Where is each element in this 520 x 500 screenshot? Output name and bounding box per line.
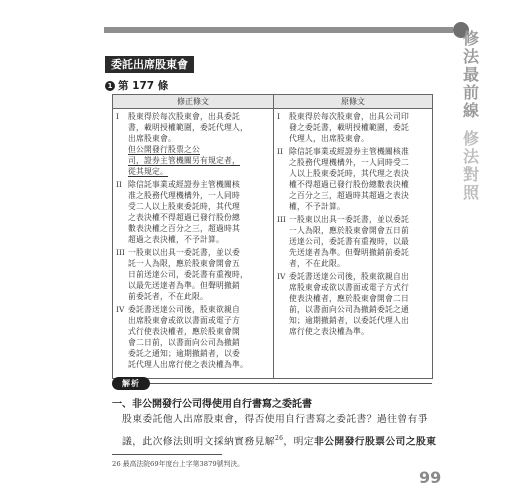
paragraph-number: IV [277, 272, 286, 281]
paragraph-text [289, 111, 409, 144]
text-line: 人以上股東委託時，其代理之表決 [289, 169, 409, 178]
text-line: 席行使之表決權為準。 [289, 327, 369, 336]
text-line: 託代理人出席行使之表決權為準。 [128, 360, 248, 369]
text-line: 權，不予計算。 [289, 202, 345, 211]
text-line: 席股東會或欲以書面或電子方式行 [289, 283, 409, 292]
paragraph-text [128, 247, 248, 302]
paragraph-item [277, 214, 429, 269]
top-decorative-bar [104, 27, 453, 33]
comparison-table [112, 94, 433, 379]
text-line: 除信託事業或經證券主管機關核准 [289, 147, 409, 156]
text-line: 使表決權者，應於股東會開會二日 [289, 294, 409, 303]
side-title-lower: 修法對照 [460, 130, 480, 202]
text-line: 數表決權之百分之三，超過時其 [128, 224, 240, 233]
text-line: 託一人為限，應於股東會開會五 [128, 259, 240, 268]
paragraph-number: III [277, 215, 286, 224]
body-line-1: 股東委託他人出席股東會，得否使用自行書寫之委託書？過往曾有爭 [122, 414, 428, 425]
text-line: 以最先送達者為準。但聲明撤銷 [128, 281, 240, 290]
body-line-2-bold: 非公開發行股票公司之股東 [313, 436, 437, 448]
text-line: 委託書送達公司後，股東欲親自出 [289, 272, 409, 281]
text-line: 超過之表決權，不予計算。 [128, 235, 224, 244]
text-line: 股東得於每次股東會，出具公司印 [289, 112, 409, 121]
footnote-ref: 26 [274, 435, 284, 442]
footnote-rule [112, 454, 222, 455]
paragraph-item [116, 304, 270, 370]
subheading: 一、非公開發行公司得使用自行書寫之委託書 [112, 399, 312, 410]
text-line: 日前送達公司，委託書有重複時， [128, 270, 248, 279]
underlined-text: 但公開發行股票之公 [128, 145, 200, 154]
paragraph-text [289, 271, 409, 337]
text-line: 出席股東會。 [128, 134, 176, 143]
text-line: 之百分之三，超過時其超過之表決 [289, 191, 409, 200]
original-column [274, 109, 433, 379]
paragraph-number: I [277, 112, 280, 121]
text-line: 代理人，出席股東會。 [289, 134, 369, 143]
text-line: 委託書送達公司後，股東欲親自 [128, 305, 240, 314]
paragraph-item [116, 111, 270, 177]
paragraph-text [128, 111, 248, 177]
header-original: 原條文 [274, 95, 433, 109]
page-number: 99 [419, 468, 442, 487]
text-line: 一股東以出具一委託書，並以委託 [289, 215, 409, 224]
footnote: 26 最高法院69年度台上字第3879號判決。 [112, 460, 244, 468]
article-marker: 1 [105, 81, 115, 91]
paragraph-item [277, 111, 429, 144]
text-line: 准之股務代理機構外，一人同時 [128, 191, 240, 200]
paragraph-number: I [116, 112, 119, 121]
text-line: 除信託事業或經證券主管機關核 [128, 180, 240, 189]
text-line: 送達公司，委託書有重複時，以最 [289, 237, 409, 246]
header-revised: 修正條文 [113, 95, 274, 109]
text-line: 一股東以出具一委託書，並以委 [128, 248, 240, 257]
text-line: 先送達者為準。但聲明撤銷前委託 [289, 248, 409, 257]
paragraph-number: II [277, 147, 283, 156]
text-line: 出席股東會或欲以書面或電子方 [128, 316, 240, 325]
side-title [456, 30, 484, 202]
text-line: 一人為限，應於股東會開會五日前 [289, 226, 409, 235]
paragraph-number: II [116, 180, 122, 189]
section-title: 委託出席股東會 [105, 56, 194, 73]
paragraph-number: IV [116, 305, 125, 314]
paragraph-text [289, 146, 409, 212]
underlined-text: 司，證券主管機關另有規定者， [128, 156, 240, 165]
text-line: 知；逾期撤銷者，以委託代理人出 [289, 316, 409, 325]
analysis-rule [150, 383, 432, 384]
paragraph-number: III [116, 248, 125, 257]
text-line: 之表決權不得超過已發行股份總 [128, 213, 240, 222]
body-line-2-mid: ，明定 [283, 436, 314, 448]
paragraph-text [128, 179, 240, 245]
paragraph-item [116, 247, 270, 302]
text-line: 書，載明授權範圍，委託代理人， [128, 123, 248, 132]
text-line: 會二日前，以書面向公司為撤銷 [128, 338, 240, 347]
text-line: 權不得超過已發行股份總數表決權 [289, 180, 409, 189]
text-line: 委託之通知；逾期撤銷者，以委 [128, 349, 240, 358]
text-line: 式行使表決權者，應於股東會開 [128, 327, 240, 336]
side-title-upper: 修法最前線 [460, 30, 480, 120]
paragraph-text [128, 304, 248, 370]
text-line: 前，以書面向公司為撤銷委託之通 [289, 305, 409, 314]
underlined-text: 從其規定。 [128, 167, 168, 176]
text-line: 受二人以上股東委託時，其代理 [128, 202, 240, 211]
text-line: 者，不在此限。 [289, 259, 345, 268]
text-line: 股東得於每次股東會，出具委託 [128, 112, 240, 121]
article-number: 第 177 條 [118, 80, 169, 92]
revised-column [113, 109, 274, 379]
paragraph-item [116, 179, 270, 245]
body-line-2 [122, 432, 442, 448]
paragraph-item [277, 271, 429, 337]
paragraph-text [289, 214, 409, 269]
paragraph-item [277, 146, 429, 212]
text-line: 之股務代理機構外，一人同時受二 [289, 158, 409, 167]
text-line: 前委託者，不在此限。 [128, 292, 208, 301]
analysis-badge: 解析 [112, 377, 150, 390]
body-line-2-text: 議，此次修法則明文採納實務見解 [122, 436, 275, 448]
article-label [105, 80, 168, 92]
text-line: 發之委託書，載明授權範圍，委託 [289, 123, 409, 132]
